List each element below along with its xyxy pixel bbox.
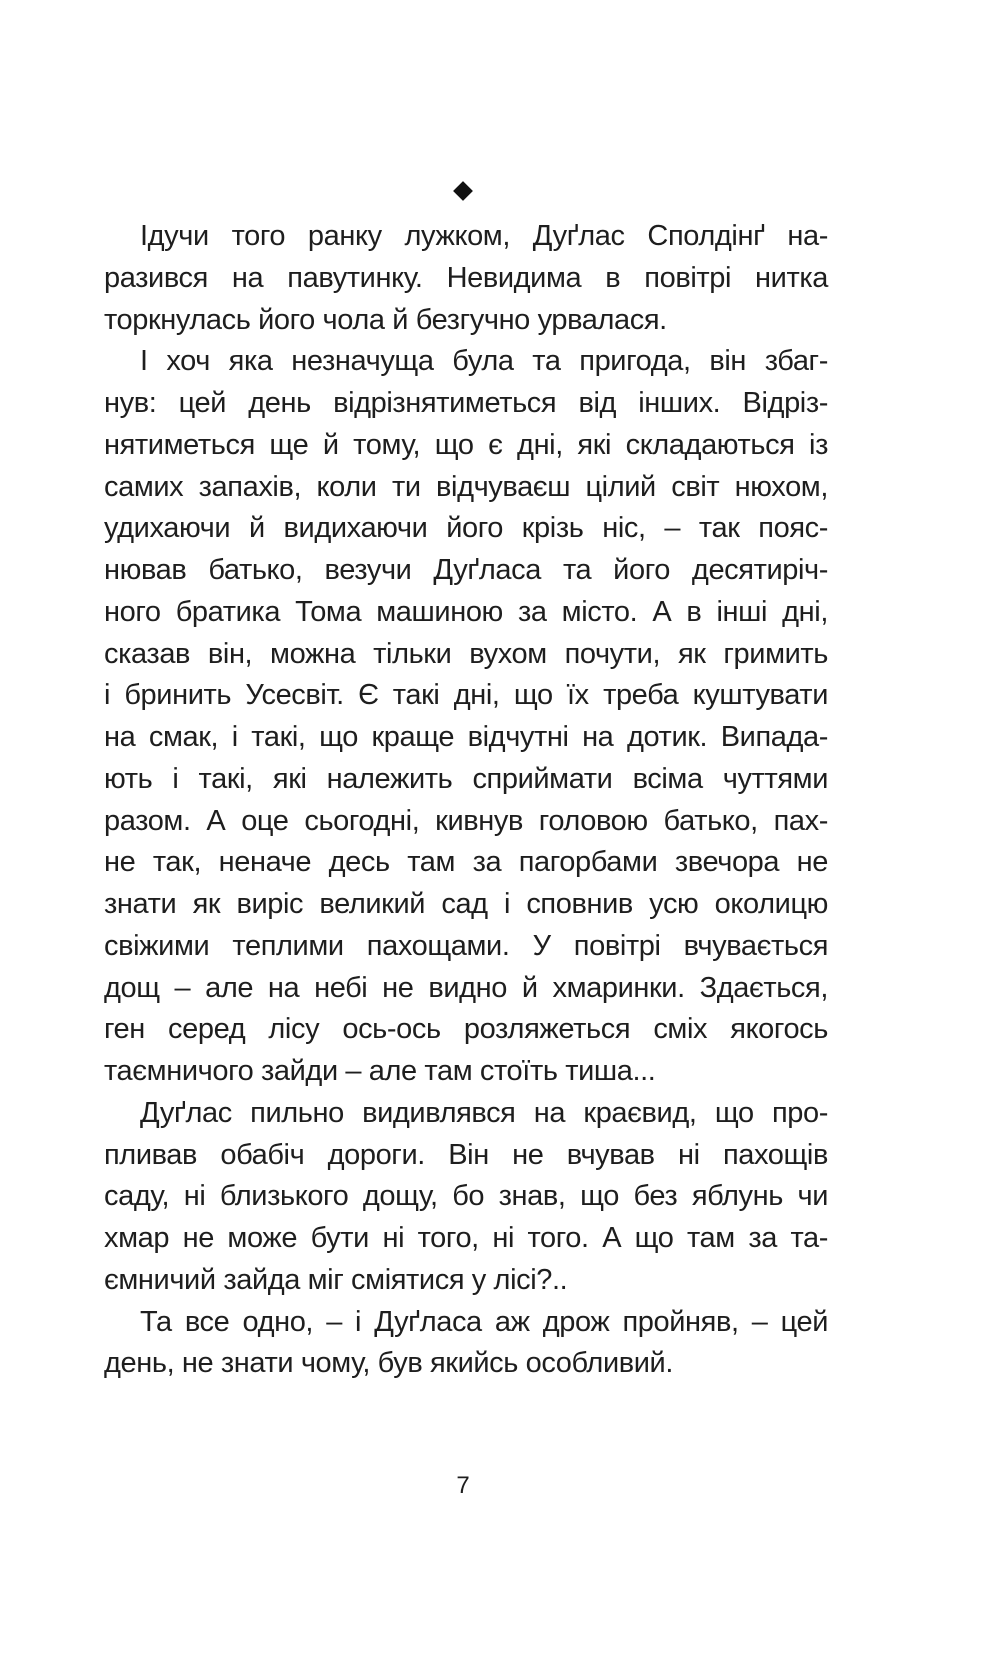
- paragraph-3: [104, 1093, 828, 1302]
- text-line: саду, ні близького дощу, бо знав, що без яблунь чи: [104, 1180, 828, 1213]
- text-line: хмар не може бути ні того, ні того. А що там за та-: [104, 1222, 828, 1254]
- text-line: ють і такі, які належить сприймати всіма чуттями: [104, 762, 828, 795]
- text-line: Дуґлас пильно видивлявся на краєвид, що про-: [140, 1096, 828, 1129]
- text-line: нув: цей день відрізнятиметься від інших. Відріз-: [104, 387, 828, 419]
- text-line: день, не знати чому, був якийсь особливий.: [104, 1347, 674, 1380]
- text-line: самих запахів, коли ти відчуваєш цілий світ нюхом,: [104, 470, 828, 503]
- section-ornament-diamond-icon: [453, 181, 473, 201]
- text-line: торкнулась його чола й безгучно урвалася.: [104, 303, 667, 336]
- text-line: нятиметься ще й тому, що є дні, які складаються із: [104, 428, 828, 461]
- text-line: знати як виріс великий сад і сповнив усю околицю: [104, 888, 828, 920]
- text-line: таємничого зайди – але там стоїть тиша...: [104, 1055, 656, 1087]
- text-line: ген серед лісу ось-ось розляжеться сміх якогось: [104, 1013, 828, 1046]
- text-line: удихаючи й видихаючи його крізь ніс, – так пояс-: [104, 512, 828, 545]
- paragraph-4: [104, 1302, 828, 1386]
- text-line: Ідучи того ранку лужком, Дуґлас Сполдінґ на-: [140, 220, 828, 252]
- text-line: не так, неначе десь там за пагорбами звечора не: [104, 846, 828, 879]
- text-line: разився на павутинку. Невидима в повітрі нитка: [104, 261, 828, 294]
- text-line: сказав він, можна тільки вухом почути, як гримить: [104, 637, 828, 670]
- text-line: Та все одно, – і Дуґласа аж дрож пройняв, – цей: [140, 1305, 828, 1338]
- text-line: нював батько, везучи Дуґласа та його десятиріч-: [104, 554, 828, 586]
- text-line: ного братика Тома машиною за місто. А в інші дні,: [104, 595, 828, 628]
- text-line: І хоч яка незначуща була та пригода, він збаг-: [140, 345, 828, 378]
- text-line: разом. А оце сьогодні, кивнув головою батько, пах-: [104, 804, 828, 837]
- page-number: 7: [456, 1472, 470, 1499]
- page-body-text: [104, 216, 828, 1385]
- text-line: на смак, і такі, що краще відчутні на дотик. Випада-: [104, 721, 828, 753]
- paragraph-2: [104, 341, 828, 1093]
- text-line: пливав обабіч дороги. Він не вчував ні пахощів: [104, 1138, 828, 1171]
- text-line: дощ – але на небі не видно й хмаринки. Здається,: [104, 971, 828, 1004]
- text-line: ємничий зайда міг сміятися у лісі?..: [104, 1263, 568, 1296]
- text-line: і бринить Усесвіт. Є такі дні, що їх треба куштувати: [104, 679, 828, 712]
- text-line: свіжими теплими пахощами. У повітрі вчувається: [104, 929, 828, 962]
- paragraph-1: [104, 216, 828, 341]
